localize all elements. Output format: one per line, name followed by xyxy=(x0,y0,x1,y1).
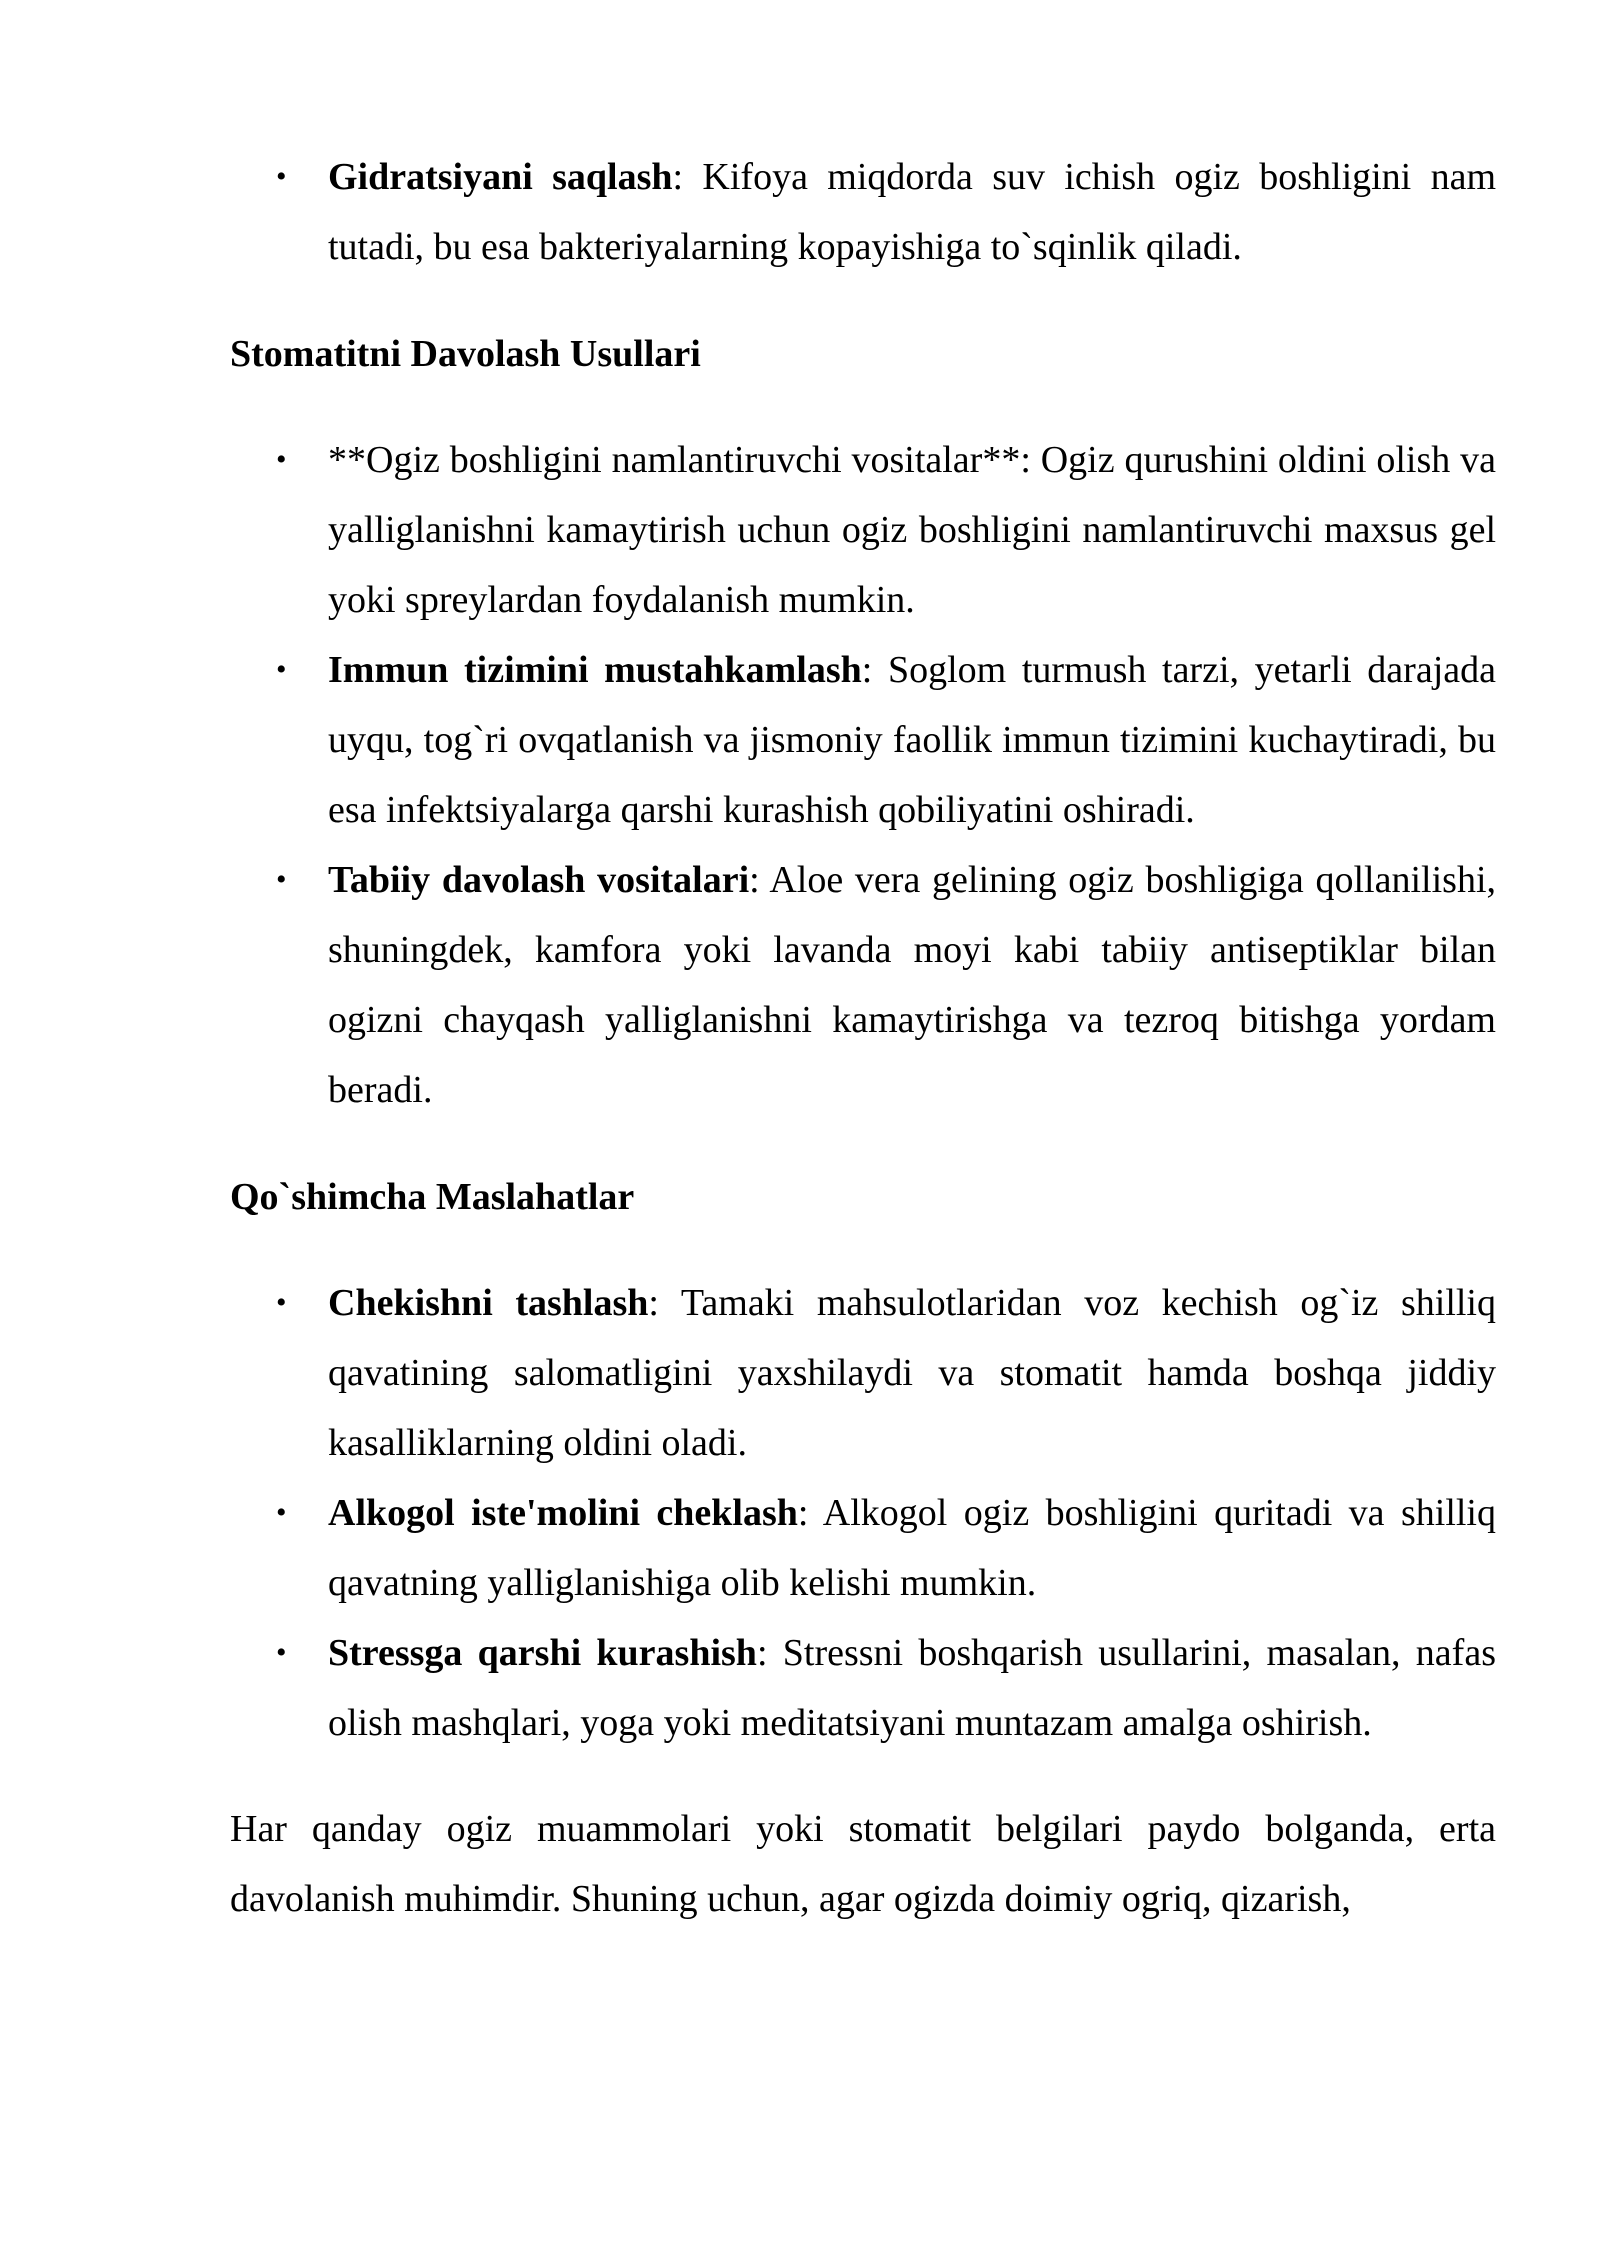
bullet-icon: • xyxy=(276,653,287,686)
list-item-text: : Kifoya miqdorda suv ichish ogiz boshligini nam tutadi, bu esa bakteriyalarning kopayishiga to`sqinlik qiladi. xyxy=(328,156,1496,268)
bullet-icon: • xyxy=(276,1496,287,1529)
section-heading-treatment: Stomatitni Davolash Usullari xyxy=(230,333,701,375)
bullet-icon: • xyxy=(276,863,287,896)
closing-paragraph: Har qanday ogiz muammolari yoki stomatit belgilari paydo bolganda, erta davolanish muhimdir. Shuning uchun, agar ogizda doimiy ogriq, qizarish, xyxy=(230,1808,1496,1920)
list-item-text: : Stressni boshqarish usullarini, masalan, nafas olish mashqlari, yoga yoki meditatsiyani muntazam amalga oshirish. xyxy=(328,1632,1496,1744)
list-item xyxy=(230,1618,1496,1758)
list-item xyxy=(230,845,1496,1125)
document-body xyxy=(230,142,1496,1972)
bullet-icon: • xyxy=(276,1286,287,1319)
bullet-icon: • xyxy=(276,160,287,193)
list-item xyxy=(230,142,1496,282)
list-item xyxy=(230,635,1496,845)
list-item-term: Tabiiy davolash vositalari xyxy=(328,859,750,901)
bullet-icon: • xyxy=(276,1636,287,1669)
list-item-text: : Alkogol ogiz boshligini quritadi va shilliq qavatning yalliglanishiga olib kelishi mumkin. xyxy=(328,1492,1496,1604)
list-item-text: **Ogiz boshligini namlantiruvchi vositalar**: Ogiz qurushini oldini olish va yalliglanishni kamaytirish uchun ogiz boshligini namlantiruvchi maxsus gel yoki spreylardan foydalanish mumkin. xyxy=(328,439,1496,621)
hydration-list xyxy=(230,142,1496,282)
list-item xyxy=(230,425,1496,635)
section-heading-advice: Qo`shimcha Maslahatlar xyxy=(230,1176,635,1218)
list-item-term: Immun tizimini mustahkamlash xyxy=(328,649,862,691)
bullet-icon: • xyxy=(276,443,287,476)
list-item-text: : Aloe vera gelining ogiz boshligiga qollanilishi, shuningdek, kamfora yoki lavanda moyi kabi tabiiy antiseptiklar bilan ogizni chayqash yalliglanishni kamaytirishga va tezroq bitishga yordam beradi. xyxy=(328,859,1496,1111)
advice-list xyxy=(230,1268,1496,1758)
list-item-term: Chekishni tashlash xyxy=(328,1282,649,1324)
list-item-term: Stressga qarshi kurashish xyxy=(328,1632,757,1674)
list-item xyxy=(230,1478,1496,1618)
list-item-term: Alkogol iste'molini cheklash xyxy=(328,1492,798,1534)
list-item-text: : Tamaki mahsulotlaridan voz kechish og`iz shilliq qavatining salomatligini yaxshilaydi va stomatit hamda boshqa jiddiy kasalliklarning oldini oladi. xyxy=(328,1282,1496,1464)
list-item xyxy=(230,1268,1496,1478)
treatment-list xyxy=(230,425,1496,1125)
list-item-text: : Soglom turmush tarzi, yetarli darajada uyqu, tog`ri ovqatlanish va jismoniy faollik immun tizimini kuchaytiradi, bu esa infektsiyalarga qarshi kurashish qobiliyatini oshiradi. xyxy=(328,649,1496,831)
list-item-term: Gidratsiyani saqlash xyxy=(328,156,673,198)
